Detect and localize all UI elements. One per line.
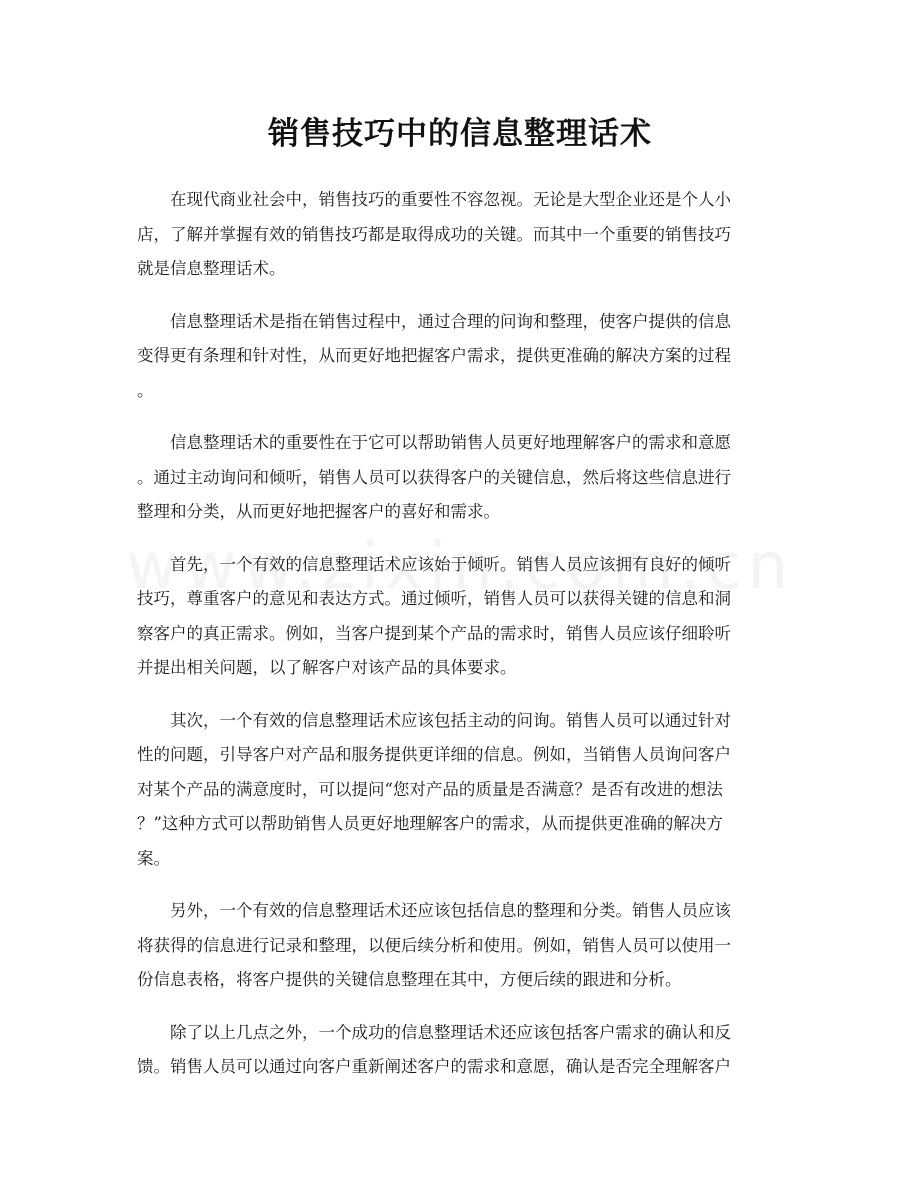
paragraph-line: ？”这种方式可以帮助销售人员更好地理解客户的需求，从而提供更准确的解决方 [137,814,723,833]
paragraph [137,704,787,877]
paragraph-line: 馈。销售人员可以通过向客户重新阐述客户的需求和意愿，确认是否完全理解客户 [137,1057,731,1076]
paragraph-line: 变得更有条理和针对性，从而更好地把握客户需求，提供更准确的解决方案的过程 [137,346,731,365]
paragraph-line: 并提出相关问题，以了解客户对该产品的具体要求。 [137,658,517,677]
paragraph [137,1016,787,1085]
paragraph-line: 在现代商业社会中，销售技巧的重要性不容忽视。无论是大型企业还是个人小 [137,190,731,209]
paragraph [137,548,787,686]
paragraph-line: 。通过主动询问和倾听，销售人员可以获得客户的关键信息，然后将这些信息进行 [137,467,731,487]
paragraph-line: 就是信息整理话术。 [137,259,286,278]
paragraph-line: 信息整理话术的重要性在于它可以帮助销售人员更好地理解客户的需求和意愿 [137,433,731,452]
paragraph [137,183,787,287]
paragraph-line: 除了以上几点之外，一个成功的信息整理话术还应该包括客户需求的确认和反 [137,1022,731,1042]
paragraph-line: 其次，一个有效的信息整理话术应该包括主动的问询。销售人员可以通过针对 [137,710,731,730]
paragraph [137,426,787,530]
paragraph-line: 首先，一个有效的信息整理话术应该始于倾听。销售人员应该拥有良好的倾听 [137,554,731,574]
document-title: 销售技巧中的信息整理话术 [268,116,652,152]
paragraph-line: 信息整理话术是指在销售过程中，通过合理的问询和整理，使客户提供的信息 [137,311,731,331]
paragraph-line: 察客户的真正需求。例如，当客户提到某个产品的需求时，销售人员应该仔细聆听 [137,623,731,643]
paragraph-line: 份信息表格，将客户提供的关键信息整理在其中，方便后续的跟进和分析。 [137,970,682,989]
paragraph-line: 技巧，尊重客户的意见和表达方式。通过倾听，销售人员可以获得关键的信息和洞 [137,589,731,608]
paragraph-line: 性的问题，引导客户对产品和服务提供更详细的信息。例如，当销售人员询问客户 [137,745,731,764]
paragraph [137,894,787,998]
paragraph-line: 对某个产品的满意度时，可以提问“您对产品的质量是否满意？是否有改进的想法 [137,779,723,799]
paragraph-line: 案。 [137,848,170,868]
paragraph-line: 将获得的信息进行记录和整理，以便后续分析和使用。例如，销售人员可以使用一 [137,935,731,955]
paragraph [137,305,787,409]
paragraph-line: 另外，一个有效的信息整理话术还应该包括信息的整理和分类。销售人员应该 [137,901,731,920]
paragraph-line: 店，了解并掌握有效的销售技巧都是取得成功的关键。而其中一个重要的销售技巧 [137,224,731,244]
document-body [137,183,787,1103]
paragraph-line: 。 [137,380,154,400]
paragraph-line: 整理和分类，从而更好地把握客户的喜好和需求。 [137,502,500,521]
